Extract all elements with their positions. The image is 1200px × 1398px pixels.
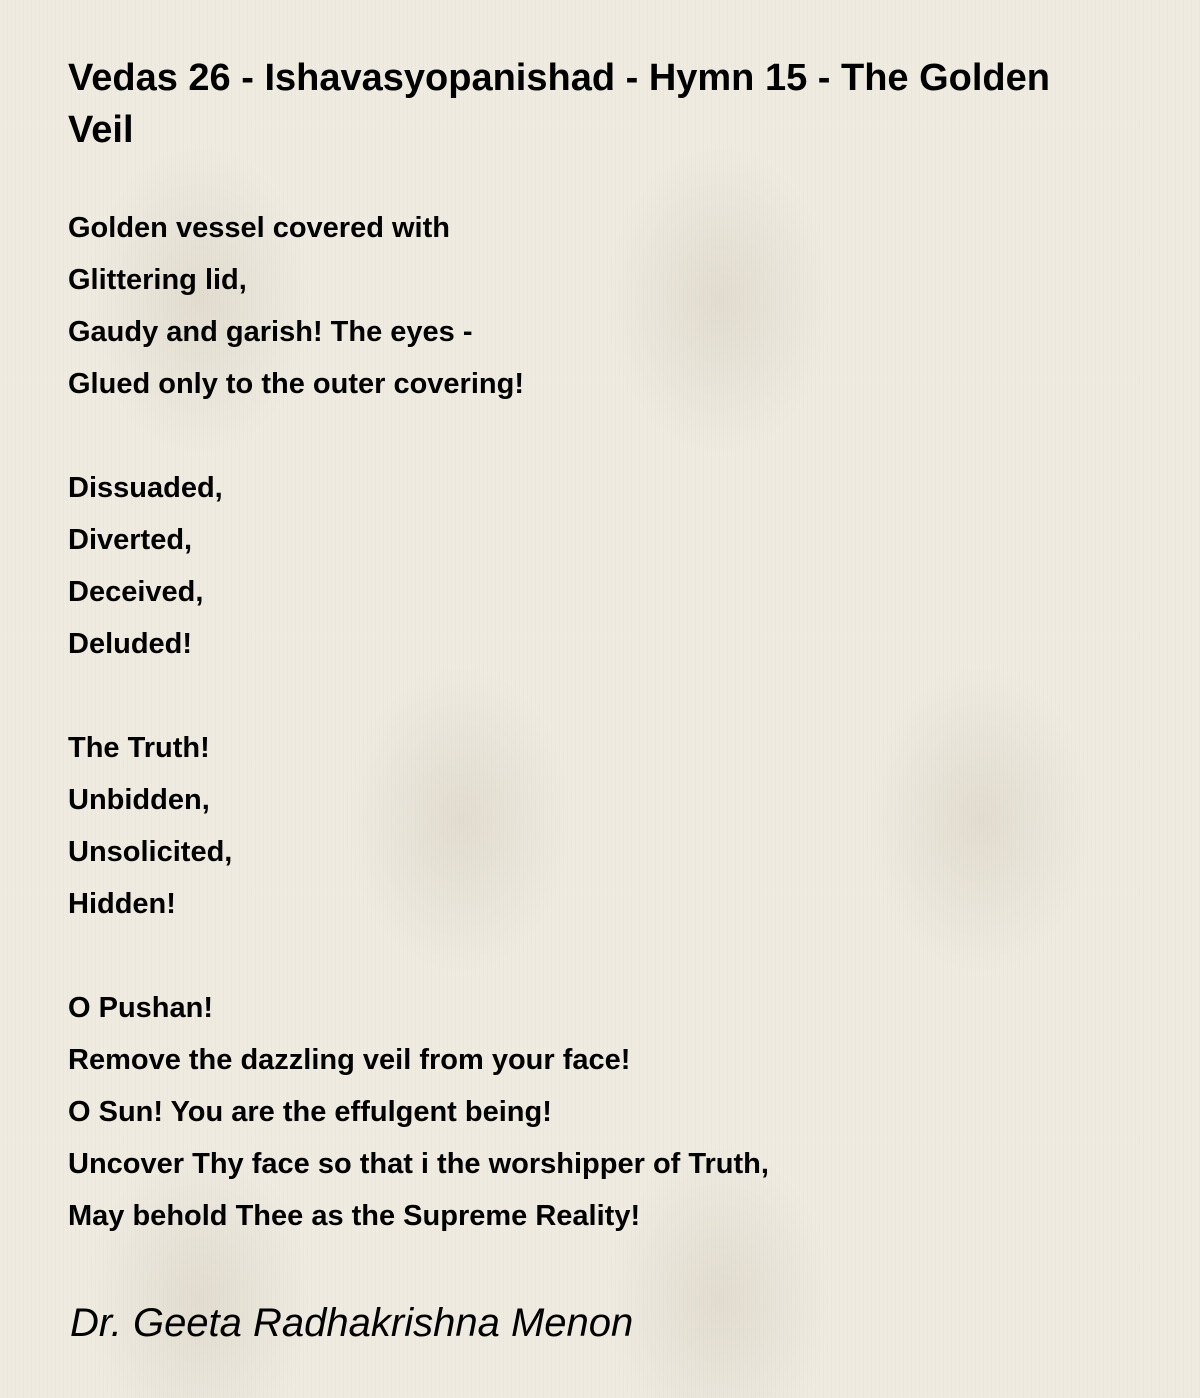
stanza-3 [68, 722, 769, 930]
poem-line: O Sun! You are the effulgent being! [68, 1096, 552, 1128]
poem-line: Deceived, [68, 576, 204, 608]
stanza-4 [68, 982, 769, 1242]
poem-line: Unsolicited, [68, 836, 233, 868]
poem-line: May behold Thee as the Supreme Reality! [68, 1200, 641, 1232]
poem-line: Glittering lid, [68, 264, 247, 296]
poem-line: Unbidden, [68, 784, 210, 816]
poem-line: Glued only to the outer covering! [68, 368, 524, 400]
poem-author: Dr. Geeta Radhakrishna Menon [70, 1301, 634, 1345]
poem-line: Hidden! [68, 888, 176, 920]
poem-line: Deluded! [68, 628, 193, 660]
poem-line: Dissuaded, [68, 472, 223, 504]
poem-line: The Truth! [68, 732, 210, 764]
poem-line: O Pushan! [68, 992, 214, 1024]
poem-line: Diverted, [68, 524, 193, 556]
stanza-2 [68, 462, 769, 670]
poem-line: Remove the dazzling veil from your face! [68, 1044, 631, 1076]
poem-title: Vedas 26 - Ishavasyopanishad - Hymn 15 - The Golden Veil [68, 57, 1050, 151]
poem-line: Golden vessel covered with [68, 212, 450, 244]
poem-line: Uncover Thy face so that i the worshipper of Truth, [68, 1148, 769, 1180]
poem-body [68, 202, 769, 1242]
stanza-1 [68, 202, 769, 410]
poem-line: Gaudy and garish! The eyes - [68, 316, 473, 348]
